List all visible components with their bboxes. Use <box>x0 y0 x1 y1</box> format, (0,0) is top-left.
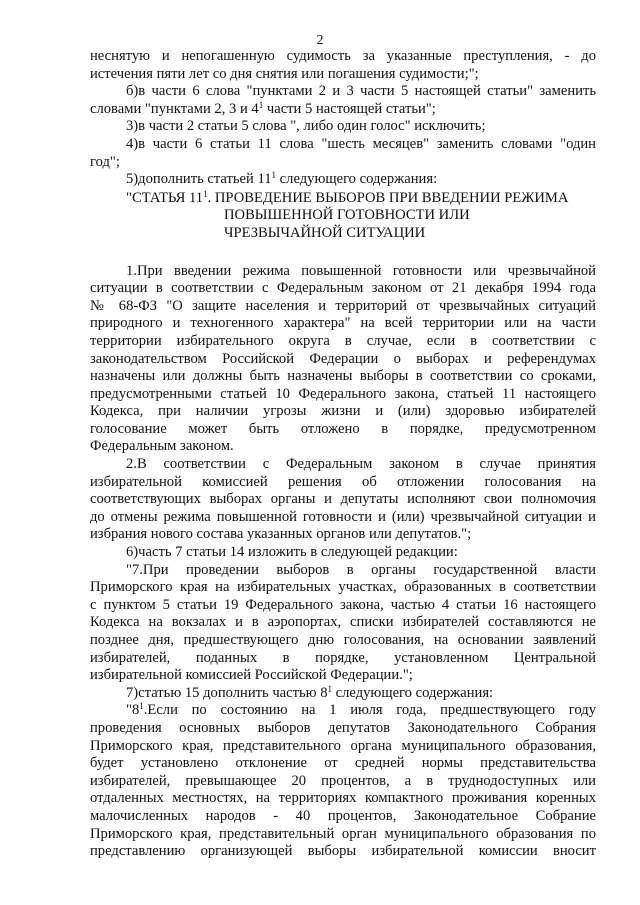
text-line: с пунктом 5 статьи 19 Федерального закона, частью 4 статьи 16 настоящего <box>90 596 596 613</box>
text-line: соответствующих выборах органы и депутаты исполняют свои полномочия <box>90 491 596 508</box>
text-line: избирательной комиссией решения об отложении голосования на <box>90 473 596 490</box>
text-line: "$8^1.Если$ по состоянию на 1 июля года, предшествующего году <box>126 701 596 719</box>
text-block-2 <box>90 263 596 861</box>
heading-line-1: "СТАТЬЯ $11^1$. ПРОВЕДЕНИЕ ВЫБОРОВ ПРИ ВВЕДЕНИИ РЕЖИМА <box>126 188 569 206</box>
text-line: неснятую и непогашенную судимость за указанные преступления, - до <box>90 48 596 64</box>
text-line: отдаленных местностях, на территориях компактного проживания коренных <box>90 790 596 807</box>
text-line: Приморского края на избирательных участках, образованных в соответствии <box>90 579 596 596</box>
text-line: представлению организующей выборы избирательной комиссии вносит <box>90 843 596 860</box>
text-line: год"; <box>90 153 120 170</box>
text-line: предусмотренными статьей 10 Федерального закона, статьей 11 настоящего <box>90 385 596 402</box>
article-heading <box>90 190 596 243</box>
text-line: "7.При проведении выборов в органы государственной власти <box>126 561 596 578</box>
text-line: б)в части 6 слова "пунктами 2 и 3 части 5 настоящей статьи" заменить <box>126 83 596 100</box>
text-line: Кодекса, при наличии угрозы жизни и (или) здоровью избирателей <box>90 403 596 420</box>
text-line: 6)часть 7 статьи 14 изложить в следующей редакции: <box>126 544 458 561</box>
text-line: Кодекса на вокзалах и в аэропортах, списки избирателей составляются не <box>90 614 596 631</box>
text-line: голосование может быть отложено в порядке, предусмотренном <box>90 420 596 437</box>
text-line: Федеральным законом. <box>90 438 234 455</box>
text-line: Приморского края, представительного органа муниципального образования, <box>90 737 596 754</box>
heading-line-2: ПОВЫШЕННОЙ ГОТОВНОСТИ ИЛИ <box>224 207 470 224</box>
text-line: 3)в части 2 статьи 5 слова ", либо один голос" исключить; <box>126 118 486 135</box>
text-line: Приморского края, представительный орган муниципального образования по <box>90 825 596 842</box>
text-line: назначены или должны быть назначены выборы в соответствии со сроками, <box>90 368 596 385</box>
text-line: № 68-ФЗ "О защите населения и территорий от чрезвычайных ситуаций <box>90 297 596 314</box>
page-number: 2 <box>316 33 324 48</box>
text-line: словами "пунктами 2, 3 и $4^1$ части 5 настоящей статьи"; <box>90 99 436 117</box>
text-line: законодательством Российской Федерации о выборах и референдумах <box>90 350 596 367</box>
text-line: малочисленных народов - 40 процентов, Законодательное Собрание <box>90 807 596 824</box>
text-line: избирателей, поданных в порядке, установленном Центральной <box>90 649 596 666</box>
text-line: 5)дополнить статьей $11^1$ следующего содержания: <box>126 170 438 188</box>
text-line: природного и техногенного характера" на всей территории или на части <box>90 315 596 332</box>
text-line: ситуации в соответствии с Федеральным законом от 21 декабря 1994 года <box>90 280 596 297</box>
text-line: избирателей, превышающее 20 процентов, а в труднодоступных или <box>90 772 596 789</box>
text-line: истечения пяти лет со дня снятия или погашения судимости;"; <box>90 65 479 82</box>
text-line: 7)статью 15 дополнить частью $8^1$ следующего содержания: <box>126 683 494 701</box>
text-line: избирательной комиссией Российской Федерации."; <box>90 667 413 684</box>
text-line: будет установлено отклонение от средней нормы представительства <box>90 755 596 772</box>
spacer <box>90 243 596 263</box>
text-line: 1.При введении режима повышенной готовности или чрезвычайной <box>126 262 596 279</box>
text-line: избрания нового состава указанных органов или депутатов."; <box>90 526 472 543</box>
text-block-1 <box>90 48 596 189</box>
text-line: до отмены режима повышенной готовности и (или) чрезвычайной ситуации и <box>90 508 596 525</box>
text-line: 4)в части 6 статьи 11 слова "шесть месяцев" заменить словами "один <box>126 135 596 152</box>
text-line: территории избирательного округа в случае, если в соответствии с <box>90 332 596 349</box>
text-line: 2.В соответствии с Федеральным законом в случае принятия <box>126 456 596 473</box>
text-line: позднее дня, предшествующего дню голосования, на основании заявлений <box>90 632 596 648</box>
document-body <box>90 48 596 861</box>
heading-line-3: ЧРЕЗВЫЧАЙНОЙ СИТУАЦИИ <box>224 224 426 241</box>
text-line: проведения основных выборов депутатов Законодательного Собрания <box>90 719 596 736</box>
